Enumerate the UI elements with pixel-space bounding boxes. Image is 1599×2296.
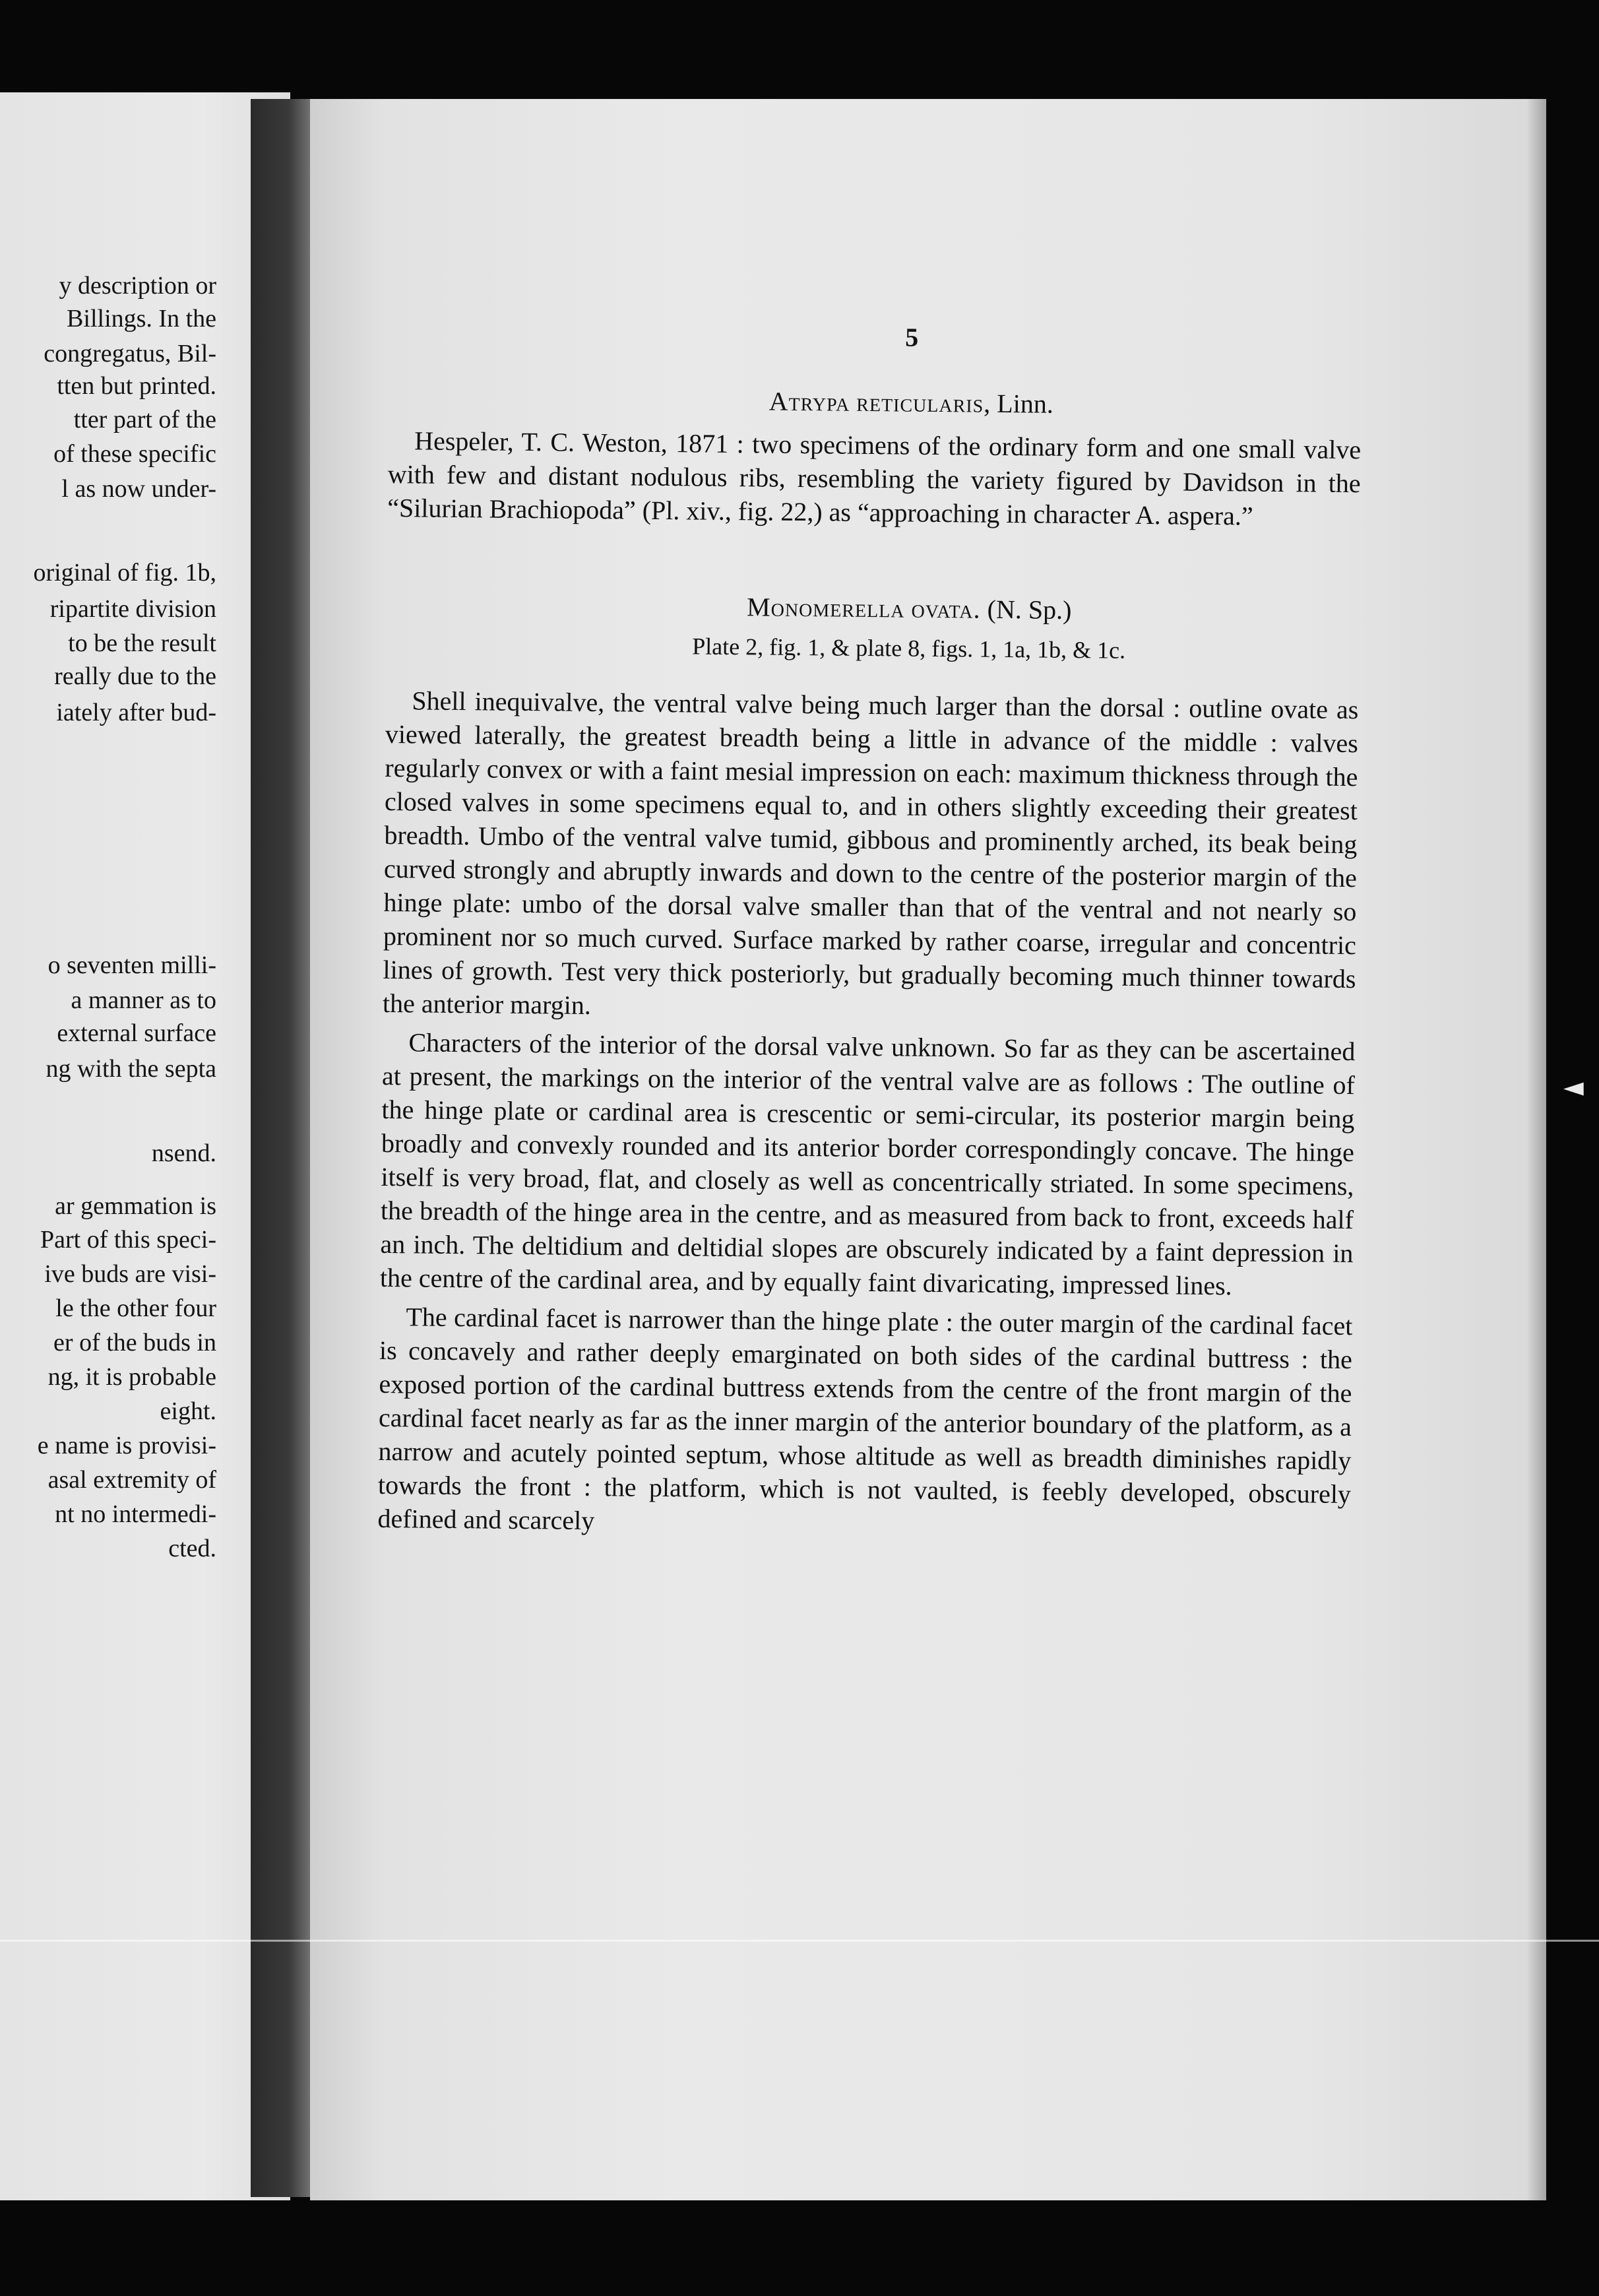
page-text-column: [377, 317, 1362, 1545]
cardinal-facet-paragraph: [377, 1300, 1352, 1545]
previous-page-line: congregatus, Bil-: [44, 340, 216, 367]
previous-page-line: le the other four: [55, 1294, 216, 1322]
scan-artifact-line: [0, 1940, 1599, 1942]
section-spacer: [387, 525, 1360, 597]
previous-page-line: nsend.: [151, 1139, 216, 1167]
previous-page-line: e name is provisi-: [37, 1432, 216, 1459]
description-paragraph-text: Shell inequivalve, the ventral valve being much larger than the dorsal : outline ovate as viewed laterally, the greatest breadth being a little in advance of the middle : valves regularly convex or with a faint mesial impression on each: maximum thickness through the closed valves in some specimens equal to, and in others slightly exceeding their greatest breadth. Umbo of the ventral valve tumid, gibbous and prominently arched, its beak being curved strongly and abruptly inwards and down to the centre of the posterior margin of the hinge plate: umbo of the dorsal valve smaller than that of the ventral and not nearly so prominent nor so much curved. Surface marked by rather coarse, irregular and concentric lines of growth. Test very thick posteriorly, but gradually becoming much thinner towards the anterior margin.: [382, 686, 1359, 1020]
atrypa-paragraph: [387, 424, 1361, 534]
species-heading-atrypa: [389, 382, 1362, 422]
previous-page-line: ng, it is probable: [47, 1363, 216, 1391]
cardinal-facet-paragraph-text: The cardinal facet is narrower than the hinge plate : the outer margin of the cardinal facet is concavely and rather deeply emarginated on both sides of the cardinal buttress : the exposed portion of the cardinal buttress extends from the centre of the front margin of the cardinal facet nearly as far as the inner margin of the anterior boundary of the platform, as a narrow and acutely pointed septum, whose altitude as well as breadth diminishes rapidly towards the front : the platform, which is not vaulted, is feebly developed, obscurely defined and scarcely: [377, 1302, 1353, 1536]
previous-page-line: er of the buds in: [53, 1329, 216, 1356]
previous-page-line: y description or: [59, 272, 216, 300]
plate-reference: Plate 2, fig. 1, & plate 8, figs. 1, 1a, 1b, & 1c.: [692, 633, 1126, 664]
genus-name: Atrypa: [768, 386, 850, 417]
previous-page-line: external surface: [57, 1019, 216, 1047]
species-name: reticularis: [856, 387, 984, 418]
previous-page-line: tter part of the: [73, 406, 216, 433]
species-name: ovata.: [911, 593, 981, 624]
previous-page-line: really due to the: [54, 662, 216, 690]
previous-page-line: ar gemmation is: [55, 1192, 216, 1220]
previous-page-line: o seventen milli-: [47, 951, 216, 979]
interior-paragraph: [380, 1025, 1356, 1304]
previous-page-line: Part of this speci-: [40, 1226, 216, 1254]
previous-page-line: ive buds are visi-: [44, 1260, 216, 1288]
previous-page-line: ripartite division: [49, 595, 216, 623]
previous-page-line: asal extremity of: [47, 1466, 216, 1494]
previous-page-line: ng with the septa: [46, 1055, 216, 1083]
previous-page-line: a manner as to: [71, 986, 216, 1014]
previous-page-line: to be the result: [68, 629, 216, 657]
atrypa-paragraph-text: Hespeler, T. C. Weston, 1871 : two specimens of the ordinary form and one small valve with few and distant nodulous ribs, resembling the variety figured by Davidson in the “Silurian Brachiopoda” (Pl. xiv., fig. 22,) as “approaching in character A. aspera.”: [387, 426, 1362, 531]
genus-name: Monomerella: [746, 592, 905, 623]
page-number: 5: [905, 322, 919, 352]
previous-page-line: nt no intermedi-: [55, 1500, 216, 1528]
previous-page-line: iately after bud-: [56, 699, 216, 726]
page-edge-shadow: [1526, 99, 1546, 2200]
previous-page-fragment: [0, 92, 290, 2200]
edge-marker-arrow-icon: ◄: [1563, 1072, 1584, 1102]
interior-paragraph-text: Characters of the interior of the dorsal valve unknown. So far as they can be ascertained at present, the markings on the interior of the ventral valve are as follows : The outline of the hinge plate or cardinal area is crescentic or semi-circular, its posterior margin being broadly and convexly rounded and its anterior border correspondingly concave. The hinge itself is very broad, flat, and closely as well as concentrically striated. In some specimens, the breadth of the hinge area in the centre, and as measured from back to front, exceeds half an inch. The deltidium and deltidial slopes are obscurely indicated by a faint depression in the centre of the cardinal area, and by equally faint divaricating, impressed lines.: [379, 1027, 1356, 1301]
previous-page-line: Billings. In the: [67, 305, 216, 333]
previous-page-line: l as now under-: [61, 475, 216, 503]
previous-page-line: of these specific: [53, 440, 216, 468]
previous-page-line: tten but printed.: [57, 372, 216, 400]
author-citation: , Linn.: [984, 388, 1054, 419]
description-paragraph: [383, 684, 1359, 1029]
previous-page-line: original of fig. 1b,: [33, 559, 216, 587]
previous-page-line: eight.: [160, 1397, 216, 1425]
previous-page-line: cted.: [168, 1535, 216, 1562]
page: [310, 99, 1546, 2200]
author-citation: (N. Sp.): [980, 594, 1072, 625]
